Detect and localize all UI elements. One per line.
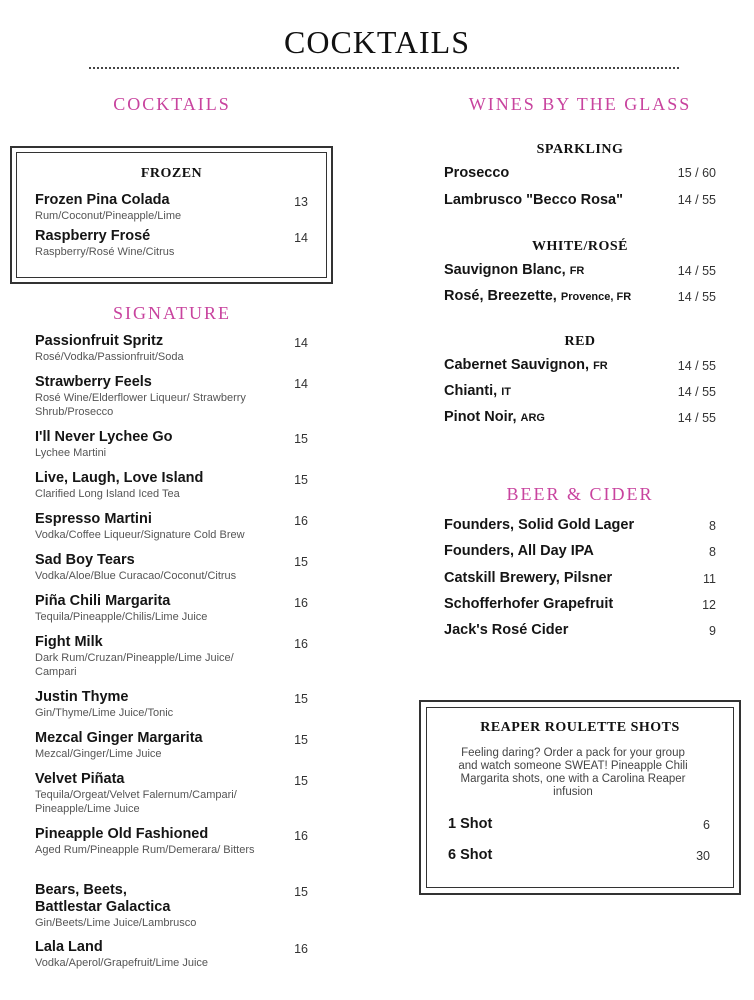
title-divider: [89, 67, 679, 69]
shots-description: Feeling daring? Order a pack for your group and watch someone SWEAT! Pineapple Chili Margarita shots, one with a Carolina Reaper infusion: [458, 747, 688, 798]
shot-price: 30: [696, 849, 710, 863]
menu-item-price: 15: [294, 692, 308, 706]
sparkling-heading: SPARKLING: [536, 142, 624, 157]
menu-item-description: Gin/Beets/Lime Juice/Lambrusco: [35, 917, 197, 929]
wine-price: 14 / 55: [677, 290, 716, 304]
beer-item-name: Catskill Brewery, Pilsner: [444, 570, 613, 586]
menu-item-name: Sad Boy Tears: [35, 552, 135, 568]
menu-item-name: Mezcal Ginger Margarita: [35, 730, 203, 746]
cocktails-heading: COCKTAILS: [113, 94, 231, 114]
wine-name: Lambrusco "Becco Rosa": [444, 192, 623, 208]
wine-item-name: [444, 288, 631, 304]
wine-name: Sauvignon Blanc,: [444, 262, 566, 278]
menu-item-name: Piña Chili Margarita: [35, 593, 171, 609]
menu-item-name: Justin Thyme: [35, 689, 129, 705]
menu-item-price: 14: [294, 231, 308, 245]
menu-item-price: 16: [294, 637, 308, 651]
menu-item-price: 14: [294, 336, 308, 350]
wine-region: FR: [569, 265, 585, 277]
beer-price: 11: [703, 572, 716, 586]
shot-item-name: 6 Shot: [448, 847, 493, 863]
menu-item-description: Gin/Thyme/Lime Juice/Tonic: [35, 707, 174, 719]
menu-item-price: 16: [294, 514, 308, 528]
menu-item-name: Raspberry Frosé: [35, 228, 151, 244]
menu-item-name: Espresso Martini: [35, 511, 152, 527]
wine-item-name: [444, 409, 545, 425]
menu-item-price: 15: [294, 432, 308, 446]
menu-item-price: 15: [294, 555, 308, 569]
shot-price: 6: [703, 818, 710, 832]
page-title: COCKTAILS: [284, 24, 470, 60]
wine-price: 14 / 55: [677, 193, 716, 207]
beer-price: 12: [702, 598, 716, 612]
wine-item-name: [444, 262, 584, 278]
menu-item-name: I'll Never Lychee Go: [35, 429, 173, 445]
beer-item-name: Schofferhofer Grapefruit: [444, 596, 614, 612]
menu-item-price: 15: [294, 733, 308, 747]
menu-item-name: Live, Laugh, Love Island: [35, 470, 204, 486]
shots-heading: REAPER ROULETTE SHOTS: [480, 720, 680, 735]
frozen-heading: FROZEN: [140, 166, 203, 181]
wine-price: 14 / 55: [677, 411, 716, 425]
menu-item-price: 16: [294, 596, 308, 610]
menu-item-description: Tequila/Pineapple/Chilis/Lime Juice: [35, 611, 208, 623]
menu-item-name: Frozen Pina Colada: [35, 192, 170, 208]
menu-item-description: Tequila/Orgeat/Velvet Falernum/Campari/ Pineapple/Lime Juice: [35, 789, 237, 815]
menu-item-price: 13: [294, 195, 308, 209]
beer-price: 9: [709, 624, 716, 638]
signature-heading: SIGNATURE: [112, 303, 231, 323]
menu-item-description: Rosé Wine/Elderflower Liqueur/ Strawberry Shrub/Prosecco: [35, 392, 246, 418]
beer-item-name: Founders, Solid Gold Lager: [444, 517, 635, 533]
menu-item-price: 16: [294, 829, 308, 843]
menu-item-description: Raspberry/Rosé Wine/Citrus: [35, 246, 175, 258]
wine-region: IT: [501, 386, 511, 398]
wine-name: Pinot Noir,: [444, 409, 517, 425]
menu-item-description: Clarified Long Island Iced Tea: [35, 488, 180, 500]
menu-item-description: Rosé/Vodka/Passionfruit/Soda: [35, 351, 184, 363]
menu-item-name: Battlestar Galactica: [35, 899, 171, 915]
menu-item-price: 16: [294, 942, 308, 956]
shot-item-name: 1 Shot: [448, 816, 493, 832]
menu-item-description: Dark Rum/Cruzan/Pineapple/Lime Juice/ Campari: [35, 652, 234, 678]
wine-name: Cabernet Sauvignon,: [444, 357, 590, 373]
wine-price: 14 / 55: [677, 359, 716, 373]
menu-item-name: Strawberry Feels: [35, 374, 152, 390]
menu-item-description: Vodka/Aperol/Grapefruit/Lime Juice: [35, 957, 209, 969]
menu-item-name: Velvet Piñata: [35, 771, 125, 787]
menu-item-description: Lychee Martini: [35, 447, 107, 459]
menu-item-price: 15: [294, 885, 308, 899]
red-heading: RED: [564, 334, 596, 349]
menu-item-name: Bears, Beets,: [35, 882, 127, 898]
menu-item-description: Vodka/Coffee Liqueur/Signature Cold Brew: [35, 529, 245, 541]
wine-price: 14 / 55: [677, 264, 716, 278]
wine-item-name: [444, 357, 608, 373]
beer-item-name: Founders, All Day IPA: [444, 543, 594, 559]
wine-region: ARG: [520, 412, 545, 424]
wine-price: 14 / 55: [677, 385, 716, 399]
wine-region: Provence, FR: [560, 291, 632, 303]
wine-name: Rosé, Breezette,: [444, 288, 557, 304]
menu-item-description: Aged Rum/Pineapple Rum/Demerara/ Bitters: [35, 844, 255, 856]
menu-item-description: Mezcal/Ginger/Lime Juice: [35, 748, 162, 760]
wine-price: 15 / 60: [677, 166, 716, 180]
menu-item-price: 15: [294, 473, 308, 487]
wine-item-name: [444, 165, 509, 181]
wine-name: Prosecco: [444, 165, 510, 181]
wines-heading: WINES BY THE GLASS: [468, 94, 692, 114]
beer-price: 8: [709, 519, 716, 533]
menu-item-name: Fight Milk: [35, 634, 103, 650]
beer-cider-heading: BEER & CIDER: [506, 484, 654, 504]
menu-item-description: Rum/Coconut/Pineapple/Lime: [35, 210, 182, 222]
beer-item-name: Jack's Rosé Cider: [444, 622, 569, 638]
wine-item-name: [444, 383, 511, 399]
menu-item-name: Pineapple Old Fashioned: [35, 826, 209, 842]
wine-item-name: [444, 192, 623, 208]
wine-name: Chianti,: [444, 383, 498, 399]
menu-item-price: 14: [294, 377, 308, 391]
menu-item-price: 15: [294, 774, 308, 788]
beer-price: 8: [709, 545, 716, 559]
wine-region: FR: [593, 360, 608, 372]
menu-item-name: Lala Land: [35, 939, 103, 955]
menu-item-description: Vodka/Aloe/Blue Curacao/Coconut/Citrus: [35, 570, 237, 582]
menu-item-name: Passionfruit Spritz: [35, 333, 164, 349]
white-rose-heading: WHITE/ROSÉ: [531, 239, 629, 254]
